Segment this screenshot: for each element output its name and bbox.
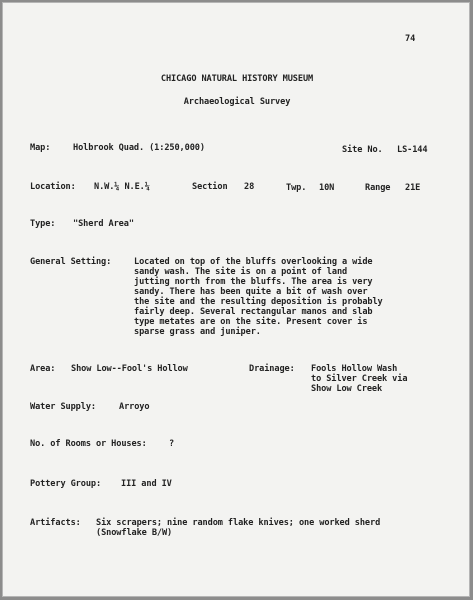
document-page [2, 2, 470, 597]
range-value: 21E [405, 183, 421, 193]
area-value: Show Low--Fool's Hollow [71, 364, 188, 374]
survey-subheading: Archaeological Survey [183, 97, 291, 107]
general-setting-line: sparse grass and juniper. [134, 327, 261, 337]
general-setting-line: sandy. There has been quite a bit of wash over [134, 287, 368, 297]
artifacts-line: (Snowflake B/W) [96, 528, 173, 538]
site-value: LS-144 [397, 145, 428, 155]
map-label: Map: [30, 143, 51, 153]
water-supply-label: Water Supply: [30, 402, 96, 412]
range-label: Range [365, 183, 391, 193]
pottery-label: Pottery Group: [30, 479, 102, 489]
artifacts-label: Artifacts: [30, 518, 81, 528]
drainage-line: to Silver Creek via [311, 374, 408, 384]
section-label: Section [192, 182, 228, 192]
area-label: Area: [30, 364, 56, 374]
type-value: "Sherd Area" [73, 219, 134, 229]
page-number: 74 [405, 34, 416, 44]
type-label: Type: [30, 219, 56, 229]
drainage-line: Fools Hollow Wash [311, 364, 398, 374]
pottery-value: III and IV [121, 479, 172, 489]
rooms-value: ? [169, 439, 175, 449]
location-value: N.W.¼ N.E.¼ [94, 182, 150, 192]
twp-value: 10N [319, 183, 335, 193]
general-setting-line: fairly deep. Several rectangular manos and slab [134, 307, 373, 317]
map-value: Holbrook Quad. (1:250,000) [73, 143, 205, 153]
location-label: Location: [30, 182, 76, 192]
general-setting-label: General Setting: [30, 257, 112, 267]
artifacts-line: Six scrapers; nine random flake knives; one worked sherd [96, 518, 381, 528]
drainage-label: Drainage: [249, 364, 295, 374]
general-setting-line: type metates are on the site. Present cover is [134, 317, 368, 327]
general-setting-line: jutting north from the bluffs. The area is very [134, 277, 373, 287]
drainage-line: Show Low Creek [311, 384, 383, 394]
water-supply-value: Arroyo [119, 402, 150, 412]
general-setting-line: the site and the resulting deposition is probably [134, 297, 383, 307]
site-label: Site No. [342, 145, 383, 155]
section-value: 28 [244, 182, 255, 192]
institution-heading: CHICAGO NATURAL HISTORY MUSEUM [160, 74, 314, 84]
general-setting-line: Located on top of the bluffs overlooking a wide [134, 257, 373, 267]
rooms-label: No. of Rooms or Houses: [30, 439, 147, 449]
twp-label: Twp. [286, 183, 307, 193]
general-setting-line: sandy wash. The site is on a point of land [134, 267, 348, 277]
